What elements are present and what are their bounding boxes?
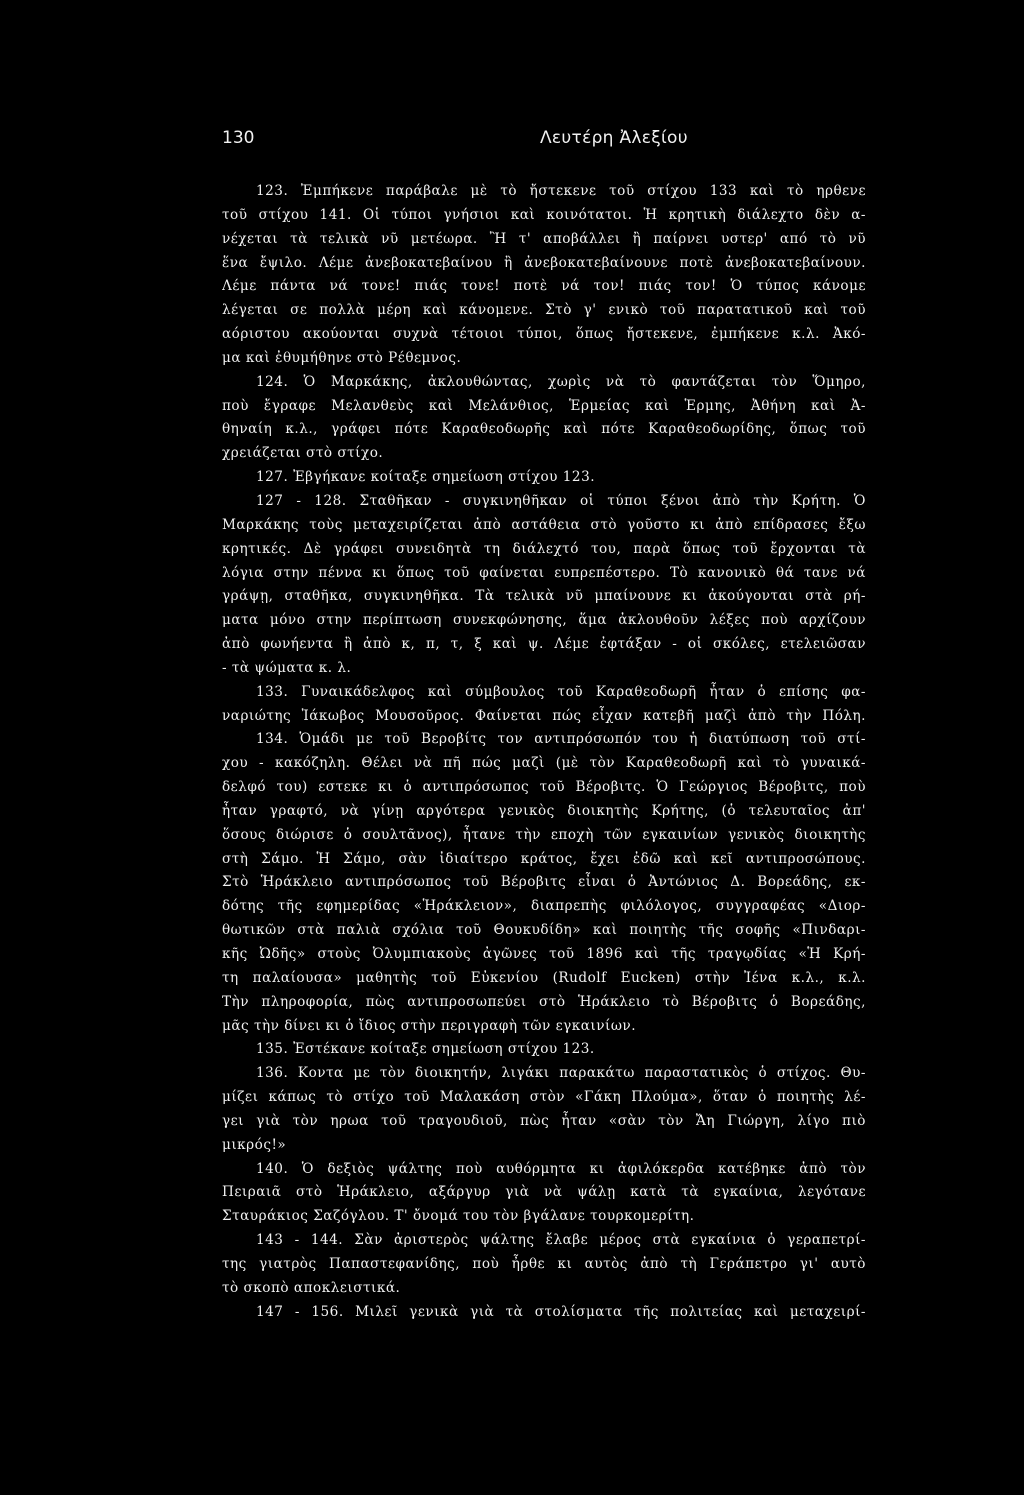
text-line: δότης τῆς εφημερίδας «Ἡράκλειον», διαπρεπὴς φιλόλογος, συγγραφέας «Διορ- <box>222 898 866 915</box>
text-line: Μαρκάκης τοὺς μεταχειρίζεται ἀπὸ αστάθεια στὸ γοῦστο κι ἀπὸ επίδρασες ἔξω <box>222 516 866 533</box>
text-line: Σταυράκιος Σαζόγλου. Τ' ὄνομά του τὸν βγάλανε τουρκομερίτη. <box>222 1208 695 1225</box>
notes-body <box>222 180 866 1325</box>
text-line: δελφό του) εστεκε κι ὁ αντιπρόσωπος τοῦ Βέροβιτς. Ὁ Γεώργιος Βέροβιτς, ποὺ <box>222 779 866 796</box>
text-line: νέχεται τὰ τελικὰ νῦ μετέωρα. Ἢ τ' αποβάλλει ἢ παίρνει υστερ' από τὸ νῦ <box>222 230 866 247</box>
text-line: κρητικές. Δὲ γράφει συνειδητὰ τη διάλεχτό του, παρὰ ὅπως τοῦ ἔρχονται τὰ <box>222 540 866 557</box>
text-line: 134. Ὁμάδι με τοῦ Βεροβίτς τον αντιπρόσωπόν του ἡ διατύπωση τοῦ στί- <box>256 731 866 748</box>
text-line: ἀπὸ φωνήεντα ἢ ἀπὸ κ, π, τ, ξ καὶ ψ. Λέμε ἐφτάξαν - οἱ σκόλες, ετελειῶσαν <box>222 636 866 653</box>
text-line: τὸ σκοπὸ αποκλειστικά. <box>222 1279 401 1296</box>
text-line: αόριστου ακούονται συχνὰ τέτοιοι τύποι, ὅπως ἤστεκενε, ἐμπήκενε κ.λ. Ἀκό- <box>222 326 866 343</box>
text-line: στὴ Σάμο. Ἡ Σάμο, σὰν ἰδιαίτερο κράτος, ἔχει ἐδῶ καὶ κεῖ αντιπροσώπους. <box>222 850 866 867</box>
text-line: 136. Κοντα με τὸν διοικητήν, λιγάκι παρακάτω παραστατικὸς ὁ στίχος. Θυ- <box>256 1065 866 1082</box>
text-line: θωτικῶν στὰ παλιὰ σχόλια τοῦ Θουκυδίδη» καὶ ποιητὴς τῆς σοφῆς «Πινδαρι- <box>222 922 866 939</box>
text-line: Λέμε πάντα νά τονε! πιάς τονε! ποτὲ νά τον! πιάς τον! Ὁ τύπος κάνομε <box>222 278 866 295</box>
text-line: 135. Ἐστέκανε κοίταξε σημείωση στίχου 123. <box>256 1041 595 1058</box>
text-line: 123. Ἐμπήκενε παράβαλε μὲ τὸ ἤστεκενε τοῦ στίχου 133 καὶ τὸ ηρθενε <box>256 183 866 199</box>
text-line: 127. Ἐβγήκανε κοίταξε σημείωση στίχου 123. <box>256 469 596 486</box>
text-line: λέγεται σε πολλὰ μέρη καὶ κάνομενε. Στὸ γ' ενικὸ τοῦ παρατατικοῦ καὶ τοῦ <box>222 302 866 319</box>
text-line: 127 - 128. Σταθῆκαν - συγκινηθῆκαν οἱ τύποι ξένοι ἀπὸ τὴν Κρήτη. Ὁ <box>256 492 866 509</box>
text-line: ναριώτης Ἰάκωβος Μουσοῦρος. Φαίνεται πώς εἶχαν κατεβῆ μαζὶ ἀπὸ τὴν Πόλη. <box>222 707 866 724</box>
text-line: ἦταν γραφτό, νὰ γίνῃ αργότερα γενικὸς διοικητὴς Κρήτης, (ὁ τελευταῖος ἀπ' <box>222 802 866 819</box>
text-line: κῆς Ὠδῆς» στοὺς Ὀλυμπιακοὺς ἀγῶνες τοῦ 1896 καὶ τῆς τραγῳδίας «Ἡ Κρή- <box>222 946 866 962</box>
text-line: μᾶς τὴν δίνει κι ὁ ἴδιος στὴν περιγραφὴ τῶν εγκαινίων. <box>222 1017 637 1034</box>
text-line: 124. Ὁ Μαρκάκης, ἀκλουθώντας, χωρὶς νὰ τὸ φαντάζεται τὸν Ὅμηρο, <box>256 373 866 390</box>
text-line: χου - κακόζηλη. Θέλει νὰ πῆ πώς μαζὶ (μὲ τὸν Καραθεοδωρῆ καὶ τὸ γυναικά- <box>222 755 866 772</box>
page-number: 130 <box>222 128 255 148</box>
running-head: Λευτέρη Ἀλεξίου <box>540 128 688 148</box>
text-line: ματα μόνο στην περίπτωση συνεκφώνησης, ἅμα ἀκλουθοῦν λέξες ποὺ αρχίζουν <box>222 612 866 629</box>
text-line: ὅσους διώρισε ὁ σουλτᾶνος), ἦτανε τὴν εποχὴ τῶν εγκαινίων γενικὸς διοικητὴς <box>222 826 866 843</box>
text-line: γει γιὰ τὸν ηρωα τοῦ τραγουδιοῦ, πὼς ἦταν «σὰν τὸν Ἄη Γιώργη, λίγο πιὸ <box>222 1112 866 1129</box>
text-line: Στὸ Ἡράκλειο αντιπρόσωπος τοῦ Βέροβιτς εἶναι ὁ Ἀντώνιος Δ. Βορεάδης, εκ- <box>222 874 866 891</box>
text-line: μα καὶ ἐθυμήθηνε στὸ Ρέθεμνος. <box>222 349 462 366</box>
text-line: Πειραιᾶ στὸ Ἡράκλειο, αξάργυρ γιὰ νὰ ψάλῃ κατὰ τὰ εγκαίνια, λεγότανε <box>222 1184 866 1201</box>
text-line: μίζει κάπως τὸ στίχο τοῦ Μαλακάση στὸν «Γάκη Πλούμα», ὅταν ὁ ποιητὴς λέ- <box>222 1089 866 1106</box>
text-line: μικρός!» <box>222 1136 287 1153</box>
text-line: 147 - 156. Μιλεῖ γενικὰ γιὰ τὰ στολίσματα τῆς πολιτείας καὶ μεταχειρί- <box>256 1303 866 1320</box>
page-header <box>222 128 862 158</box>
text-line: 133. Γυναικάδελφος καὶ σύμβουλος τοῦ Καραθεοδωρῆ ἦταν ὁ επίσης φα- <box>256 683 866 700</box>
text-line: 140. Ὁ δεξιὸς ψάλτης ποὺ αυθόρμητα κι ἀφιλόκερδα κατέβηκε ἀπὸ τὸν <box>256 1160 866 1177</box>
text-line: 143 - 144. Σὰν ἀριστερὸς ψάλτης ἔλαβε μέρος στὰ εγκαίνια ὁ γεραπετρί- <box>256 1232 866 1249</box>
text-line: τοῦ στίχου 141. Οἱ τύποι γνήσιοι καὶ κοινότατοι. Ἡ κρητικὴ διάλεχτο δὲν α- <box>222 206 866 223</box>
text-line: θηναίη κ.λ., γράφει πότε Καραθεοδωρῆς καὶ πότε Καραθεοδωρίδης, ὅπως τοῦ <box>222 421 866 438</box>
text-line: χρειάζεται στὸ στίχο. <box>222 445 384 462</box>
text-line: λόγια στην πέννα κι ὅπως τοῦ φαίνεται ευπρεπέστερο. Τὸ κανονικὸ θά τανε νά <box>222 564 866 581</box>
text-line: Τὴν πληροφορία, πὼς αντιπροσωπεύει στὸ Ἡράκλειο τὸ Βέροβιτς ὁ Βορεάδης, <box>222 993 866 1010</box>
text-line: τη παλαίουσα» μαθητὴς τοῦ Εὐκενίου (Rudolf Eucken) στὴν Ἰένα κ.λ., κ.λ. <box>222 969 866 986</box>
text-line: ποὺ ἔγραφε Μελανθεὺς καὶ Μελάνθιος, Ἑρμείας καὶ Ἑρμης, Ἀθήνη καὶ Ἀ- <box>222 397 866 414</box>
text-line: - τὰ ψώματα κ. λ. <box>222 659 352 676</box>
text-line: ἕνα ἔψιλο. Λέμε ἀνεβοκατεβαίνου ἢ ἀνεβοκατεβαίνουνε ποτὲ ἀνεβοκατεβαίνουν. <box>222 254 866 271</box>
text-line: γράψῃ, σταθῆκα, συγκινηθῆκα. Τὰ τελικὰ νῦ μπαίνουνε κι ἀκούγονται στὰ ρή- <box>222 588 866 605</box>
text-line: της γιατρὸς Παπαστεφανίδης, ποὺ ἦρθε κι αυτὸς ἀπὸ τὴ Γεράπετρο γι' αυτὸ <box>222 1255 866 1272</box>
